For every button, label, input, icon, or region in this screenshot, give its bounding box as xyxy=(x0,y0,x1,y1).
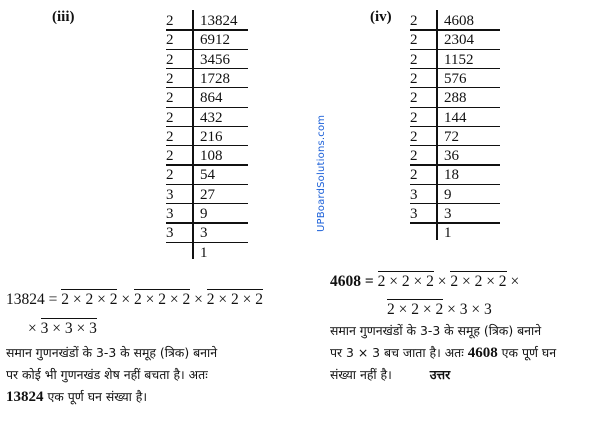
triplet-group: 2 × 2 × 2 xyxy=(206,291,263,308)
factorization-4608-line2 xyxy=(387,299,492,319)
ladder-divider xyxy=(436,10,438,240)
quotient: 1152 xyxy=(444,51,474,68)
part-iii-label: (iii) xyxy=(52,9,75,25)
divisor: 2 xyxy=(410,70,418,87)
divisor: 2 xyxy=(166,109,174,126)
quotient: 576 xyxy=(444,70,467,87)
quotient: 1 xyxy=(444,225,452,242)
divisor: 2 xyxy=(410,13,418,29)
ladder-divider xyxy=(192,10,194,259)
divisor: 2 xyxy=(166,167,174,184)
divisor: 2 xyxy=(410,90,418,107)
conclusion-line-3 xyxy=(330,364,450,385)
factorization-13824 xyxy=(6,289,263,309)
times-sign: × xyxy=(510,273,520,290)
equation-lhs: 4608 = xyxy=(330,273,374,290)
watermark-text: UPBoardSolutions.com xyxy=(316,114,327,232)
divisor: 2 xyxy=(166,148,174,165)
remaining-factors: × 3 × 3 xyxy=(447,301,492,318)
part-iv-label: (iv) xyxy=(370,9,392,25)
factorization-13824-line2 xyxy=(28,318,97,338)
quotient: 108 xyxy=(200,148,223,165)
number-13824: 13824 xyxy=(6,389,44,405)
divisor: 2 xyxy=(166,70,174,87)
quotient: 3 xyxy=(444,206,452,222)
quotient: 864 xyxy=(200,90,223,107)
conclusion-line-2 xyxy=(330,342,556,364)
conclusion-line-1: समान गुणनखंडों के 3-3 के समूह (त्रिक) बनाने xyxy=(330,323,542,338)
quotient: 18 xyxy=(444,167,459,184)
quotient: 216 xyxy=(200,128,223,145)
triplet-group: 2 × 2 × 2 xyxy=(61,291,118,308)
quotient: 72 xyxy=(444,128,459,145)
quotient: 36 xyxy=(444,148,459,165)
divisor: 3 xyxy=(166,206,174,222)
divisor: 2 xyxy=(410,32,418,49)
divisor: 2 xyxy=(410,128,418,145)
divisor: 2 xyxy=(166,90,174,107)
divisor: 2 xyxy=(166,13,174,29)
quotient: 2304 xyxy=(444,32,474,49)
times-sign: × xyxy=(194,291,203,308)
conclusion-text-b: एक पूर्ण घन xyxy=(501,345,557,360)
triplet-group: 2 × 2 × 2 xyxy=(377,273,434,290)
triplet-group: 2 × 2 × 2 xyxy=(387,301,444,318)
triplet-group: 2 × 2 × 2 xyxy=(133,291,191,308)
quotient: 54 xyxy=(200,167,215,184)
divisor: 3 xyxy=(410,186,418,203)
quotient: 3456 xyxy=(200,51,230,68)
conclusion-text: संख्या नहीं है। xyxy=(330,367,392,382)
divisor: 2 xyxy=(166,128,174,145)
triplet-group-3: 3 × 3 × 3 xyxy=(40,320,97,337)
times-sign: × xyxy=(121,291,131,308)
divisor: 2 xyxy=(166,51,174,68)
factorization-4608 xyxy=(330,271,519,291)
quotient: 6912 xyxy=(200,32,230,49)
divisor: 3 xyxy=(166,225,174,242)
quotient: 4608 xyxy=(444,13,474,29)
ladder-rule xyxy=(410,222,500,223)
quotient: 1 xyxy=(200,244,208,261)
quotient: 144 xyxy=(444,109,467,126)
answer-label: उत्तर xyxy=(429,367,451,382)
quotient: 3 xyxy=(200,225,208,242)
divisor: 2 xyxy=(410,167,418,184)
quotient: 9 xyxy=(200,206,208,222)
quotient: 432 xyxy=(200,109,223,126)
quotient: 9 xyxy=(444,186,452,203)
times-sign: × xyxy=(28,320,37,337)
divisor: 2 xyxy=(410,148,418,165)
conclusion-text: एक पूर्ण घन संख्या है। xyxy=(47,389,148,404)
triplet-group: 2 × 2 × 2 xyxy=(450,273,507,290)
divisor: 3 xyxy=(410,206,418,222)
quotient: 13824 xyxy=(200,13,238,29)
quotient: 1728 xyxy=(200,70,230,87)
times-sign: × xyxy=(437,273,447,290)
divisor: 2 xyxy=(410,109,418,126)
divisor: 2 xyxy=(166,32,174,49)
conclusion-text-a: पर 3 × 3 बच जाता है। अतः xyxy=(330,345,464,360)
equation-lhs: 13824 = xyxy=(6,291,58,308)
divisor: 2 xyxy=(410,51,418,68)
divisor: 3 xyxy=(166,186,174,203)
conclusion-line-3 xyxy=(6,386,147,408)
number-4608: 4608 xyxy=(467,345,498,361)
quotient: 27 xyxy=(200,186,215,203)
conclusion-line-1: समान गुणनखंडों के 3-3 के समूह (त्रिक) बनाने xyxy=(6,345,218,360)
quotient: 288 xyxy=(444,90,467,107)
conclusion-line-2: पर कोई भी गुणनखंड शेष नहीं बचता है। अतः xyxy=(6,367,208,382)
